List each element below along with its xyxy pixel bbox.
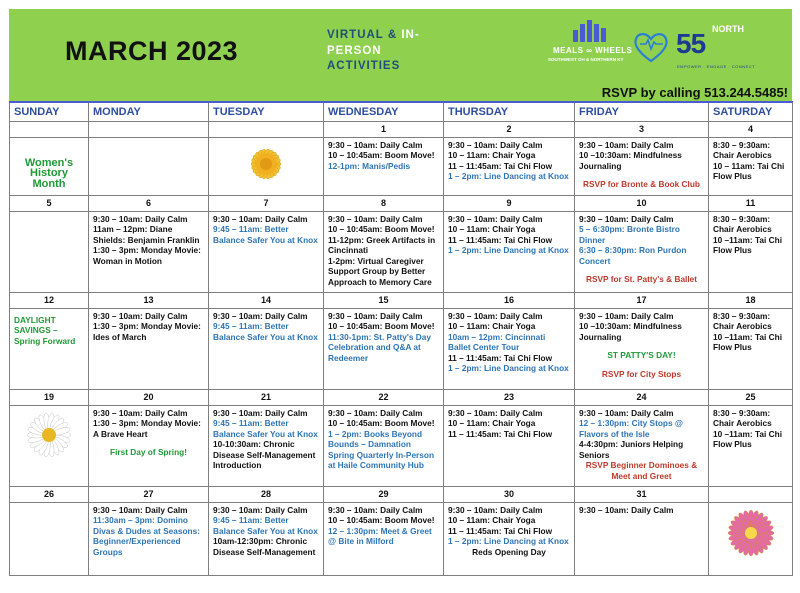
event-item: 1 – 2pm: Line Dancing at Knox [448,536,569,547]
weekday-header: TUESDAY [209,102,324,121]
event-item: 9:30 – 10am: Daily Calm [448,504,543,515]
event-item: 10 –11am: Tai Chi Flow Plus [713,428,783,450]
event-item: 11am – 12pm: Diane Shields: Benjamin Franklin [93,224,200,245]
event-item: 9:30 – 10am: Daily Calm [579,504,674,515]
date-number-sunday: 19 [10,389,89,405]
day-cell-saturday [709,137,793,195]
event-item: 11:30-1pm: St. Patty's Day Celebration and Q&A at Redeemer [328,331,431,363]
day-cell-tuesday [209,502,324,575]
day-cell-sunday [10,137,89,195]
day-cell-sunday [10,502,89,575]
yellow-dahlia-flower-icon [244,142,288,186]
event-row [10,137,793,195]
weekday-header: WEDNESDAY [324,102,444,121]
date-number-thursday: 2 [444,121,575,137]
event-item: 10 – 11am: Chair Yoga [448,418,536,429]
event-item: 9:30 – 10am: Daily Calm [93,213,188,224]
daylight-savings-note: DAYLIGHT SAVINGS – Spring Forward [14,314,76,346]
logo-region-text: SOUTHWEST OH & NORTHERN KY [548,57,624,62]
date-number-saturday: 18 [709,292,793,308]
event-row [10,211,793,292]
event-item: 10 – 10:45am: Boom Move! [328,150,435,161]
date-number-saturday: 25 [709,389,793,405]
event-item: 1:30 – 3pm: Monday Movie: Woman in Motion [93,245,201,266]
date-number-row [10,121,793,137]
event-item: 11 – 11:45am: Tai Chi Flow [448,160,553,171]
event-item: 9:30 – 10am: Daily Calm [448,310,543,321]
subtitle-part-virtual: VIRTUAL & [327,29,402,41]
date-number-row [10,389,793,405]
day-cell-monday [89,211,209,292]
rsvp-note: RSVP for Bronte & Book Club [583,179,700,190]
date-number-friday: 17 [575,292,709,308]
date-number-friday: 31 [575,486,709,502]
day-cell-thursday [444,211,575,292]
first-day-of-spring-note: First Day of Spring! [110,447,187,458]
date-number-row [10,292,793,308]
date-number-tuesday: 21 [209,389,324,405]
date-number-thursday: 30 [444,486,575,502]
date-number-sunday [10,121,89,137]
meals-on-wheels-logo [548,20,638,70]
event-item: 11 – 11:45am: Tai Chi Flow [448,525,553,536]
event-item: 10 – 11am: Tai Chi Flow Plus [713,160,785,182]
event-item: 10-10:30am: Chronic Disease Self-Management Introduction [213,439,316,471]
date-number-monday: 13 [89,292,209,308]
event-item: 11 – 11:45am: Tai Chi Flow [448,428,553,439]
day-cell-friday [575,502,709,575]
event-item: 9:30 – 10am: Daily Calm [328,310,423,321]
event-item: 9:30 – 10am: Daily Calm [213,310,308,321]
day-cell-thursday [444,502,575,575]
event-item: 12-1pm: Manis/Pedis [328,160,411,171]
date-number-row [10,486,793,502]
day-cell-thursday [444,405,575,486]
event-item: 1 – 2pm: Line Dancing at Knox [448,363,569,374]
date-number-tuesday: 28 [209,486,324,502]
day-cell-thursday [444,137,575,195]
date-number-saturday: 4 [709,121,793,137]
heart-icon [632,30,670,64]
event-item: 9:45 – 11am: Better Balance Safer You at Knox [213,224,318,245]
event-item: 10 – 10:45am: Boom Move! [328,515,435,526]
weekday-header: SATURDAY [709,102,793,121]
logo-brand-text: MEALS ∞ WHEELS [553,46,633,55]
event-item: 10am-12:30pm: Chronic Disease Self-Management [213,536,316,557]
date-number-monday: 6 [89,195,209,211]
event-item: 9:30 – 10am: Daily Calm [448,139,543,150]
day-cell-wednesday [324,137,444,195]
weekday-header: THURSDAY [444,102,575,121]
date-number-sunday: 26 [10,486,89,502]
rsvp-note: RSVP for City Stops [601,368,682,379]
event-row [10,308,793,389]
day-cell-saturday [709,502,793,575]
day-cell-monday [89,308,209,389]
pink-daisy-flower-icon [725,507,777,559]
event-item: 4-4:30pm: Juniors Helping Seniors [579,439,684,460]
event-item: 11:30am – 3pm: Domino Divas & Dudes at Seasons: Beginner/Experienced Groups [93,515,200,557]
event-item: 1 – 2pm: Line Dancing at Knox [448,245,569,256]
date-number-monday [89,121,209,137]
date-number-thursday: 23 [444,389,575,405]
event-item: 9:30 – 10am: Daily Calm [328,407,423,418]
event-item: 10 – 10:45am: Boom Move! [328,418,435,429]
event-item: 9:30 – 10am: Daily Calm [448,213,543,224]
event-item: 6:30 – 8:30pm: Ron Purdon Concert [579,245,687,266]
event-item: 11-12pm: Greek Artifacts in Cincinnati [328,234,436,256]
calendar-title: MARCH 2023 [65,36,239,66]
event-item: 9:30 – 10am: Daily Calm [579,407,674,418]
weekday-header-row [10,102,793,121]
calendar-subtitle [327,28,437,75]
day-cell-sunday [10,211,89,292]
rsvp-note: RSVP Beginner Dominoes & Meet and Greet [585,460,698,482]
day-cell-monday [89,405,209,486]
event-item: 9:30 – 10am: Daily Calm [213,407,308,418]
event-item: 8:30 – 9:30am: Chair Aerobics [713,407,772,429]
event-item: 10 – 11am: Chair Yoga [448,224,536,235]
day-cell-tuesday [209,137,324,195]
day-cell-monday [89,502,209,575]
event-item: 1:30 – 3pm: Monday Movie: Ides of March [93,321,201,342]
womens-history-month-label: Women's History Month [24,156,74,190]
date-number-tuesday: 14 [209,292,324,308]
event-item: 1 – 2pm: Line Dancing at Knox [448,171,569,182]
calendar-grid [9,101,793,576]
day-cell-friday [575,308,709,389]
logo-tagline: EMPOWER · ENGAGE · CONNECT [677,64,756,69]
day-cell-friday [575,405,709,486]
event-item: 9:30 – 10am: Daily Calm [448,407,543,418]
subtitle-part-activities: ACTIVITIES [327,60,401,72]
date-number-friday: 3 [575,121,709,137]
event-item: 9:30 – 10am: Daily Calm [579,213,674,224]
day-cell-thursday [444,308,575,389]
event-item: 9:30 – 10am: Daily Calm [93,407,188,418]
date-number-saturday [709,486,793,502]
day-cell-wednesday [324,211,444,292]
event-item: 9:30 – 10am: Daily Calm [93,310,188,321]
date-number-row [10,195,793,211]
event-row [10,502,793,575]
event-item: 10 –11am: Tai Chi Flow Plus [713,331,783,353]
event-item: 9:30 – 10am: Daily Calm [213,504,308,515]
weekday-header: SUNDAY [10,102,89,121]
day-cell-friday [575,137,709,195]
white-daisy-flower-icon [24,410,74,460]
event-item: 10 – 10:45am: Boom Move! [328,321,435,332]
event-item: 8:30 – 9:30am: Chair Aerobics [713,213,772,235]
event-item: 1 – 2pm: Books Beyond Bounds – Damnation Spring Quarterly In-Person at Haile Community Hub [328,428,435,471]
day-cell-wednesday [324,502,444,575]
day-cell-friday [575,211,709,292]
event-item: 12 – 1:30pm: Meet & Greet @ Bite in Milford [328,525,432,547]
event-item: 10 – 11am: Chair Yoga [448,321,536,332]
day-cell-tuesday [209,211,324,292]
event-item: 11 – 11:45am: Tai Chi Flow [448,352,553,363]
day-cell-wednesday [324,308,444,389]
event-item: 9:30 – 10am: Daily Calm [328,139,423,150]
reds-opening-day-note: Reds Opening Day [472,546,546,557]
day-cell-sunday [10,405,89,486]
event-item: 10am – 12pm: Cincinnati Ballet Center Tour [448,331,546,353]
event-item: 9:30 – 10am: Daily Calm [579,310,674,321]
event-item: 9:30 – 10am: Daily Calm [328,504,423,515]
day-cell-monday [89,137,209,195]
date-number-friday: 24 [575,389,709,405]
date-number-thursday: 9 [444,195,575,211]
date-number-monday: 27 [89,486,209,502]
weekday-header: MONDAY [89,102,209,121]
date-number-saturday: 11 [709,195,793,211]
logo-north-text: NORTH [712,24,744,34]
day-cell-tuesday [209,405,324,486]
event-item: 9:30 – 10am: Daily Calm [328,213,423,224]
event-item: 12 – 1:30pm: City Stops @ Flavors of the Isle [579,418,683,439]
event-item: 9:45 – 11am: Better Balance Safer You at Knox [213,515,318,536]
date-number-friday: 10 [575,195,709,211]
date-number-wednesday: 22 [324,389,444,405]
rsvp-banner: RSVP by calling 513.244.5485! [601,85,788,100]
event-item: 10 –10:30am: Mindfulness Journaling [579,321,682,342]
rsvp-note: RSVP for St. Patty's & Ballet [585,274,698,285]
event-item: 9:45 – 11am: Better Balance Safer You at Knox [213,321,318,342]
date-number-wednesday: 1 [324,121,444,137]
st-pattys-day-note: ST PATTY'S DAY! [607,350,676,361]
event-item: 9:30 – 10am: Daily Calm [579,139,674,150]
date-number-tuesday [209,121,324,137]
event-item: 9:30 – 10am: Daily Calm [213,213,308,224]
event-item: 8:30 – 9:30am: Chair Aerobics [713,139,772,161]
date-number-tuesday: 7 [209,195,324,211]
event-item: 10 –10:30am: Mindfulness Journaling [579,150,682,171]
day-cell-sunday [10,308,89,389]
date-number-wednesday: 15 [324,292,444,308]
event-item: 9:45 – 11am: Better Balance Safer You at Knox [213,418,318,439]
event-item: 10 – 11am: Chair Yoga [448,515,536,526]
event-item: 9:30 – 10am: Daily Calm [93,504,188,515]
fifty-five-north-logo: 55 [676,28,706,59]
date-number-wednesday: 8 [324,195,444,211]
day-cell-saturday [709,211,793,292]
event-item: 10 –11am: Tai Chi Flow Plus [713,234,783,256]
event-item: 1:30 – 3pm: Monday Movie: A Brave Heart [93,418,201,439]
event-item: 5 – 6:30pm: Bronte Bistro Dinner [579,224,680,245]
day-cell-saturday [709,308,793,389]
date-number-sunday: 5 [10,195,89,211]
day-cell-wednesday [324,405,444,486]
date-number-thursday: 16 [444,292,575,308]
day-cell-tuesday [209,308,324,389]
date-number-sunday: 12 [10,292,89,308]
date-number-monday: 20 [89,389,209,405]
day-cell-saturday [709,405,793,486]
event-item: 11 – 11:45am: Tai Chi Flow [448,234,553,245]
date-number-wednesday: 29 [324,486,444,502]
event-item: 10 – 11am: Chair Yoga [448,150,536,161]
subtitle-part-in-person: IN-PERSON [327,29,420,57]
event-item: 1-2pm: Virtual Caregiver Support Group by Better Approach to Memory Care [328,255,432,288]
event-item: 8:30 – 9:30am: Chair Aerobics [713,310,772,332]
weekday-header: FRIDAY [575,102,709,121]
event-row [10,405,793,486]
event-item: 10 – 10:45am: Boom Move! [328,224,435,235]
logo-bars-icon [573,20,613,42]
